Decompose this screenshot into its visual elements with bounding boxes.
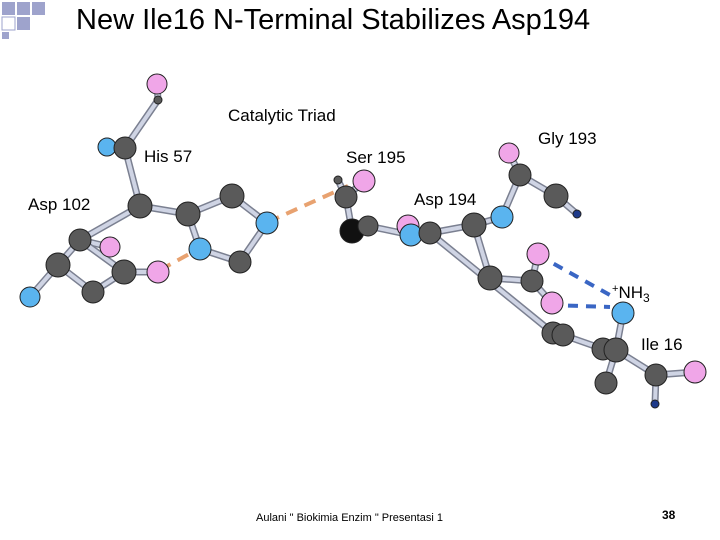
catalytic-triad-label: Catalytic Triad [228,106,336,125]
carbon-atom [544,184,568,208]
carbon-atom [128,194,152,218]
asp102-label: Asp 102 [28,195,91,214]
salt-bridge-hbond [538,255,610,295]
nitrogen-atom [612,302,634,324]
carbon-atom [509,164,531,186]
oxygen-atom [527,243,549,265]
nitrogen-atom [256,212,278,234]
nitrogen-atom [20,287,40,307]
carbon-atom [112,260,136,284]
his57-label: His 57 [144,147,193,166]
oxygen-atom [684,361,706,383]
carbon-atom [595,372,617,394]
nh3-subscript: 3 [643,291,650,305]
gly193-label: Gly 193 [538,129,597,148]
oxygen-atom [353,170,375,192]
nh3-base: NH [618,283,643,302]
atom-layer [20,74,706,408]
oxygen-atom [100,237,120,257]
carbon-atom [419,222,441,244]
carbon-atom [335,186,357,208]
ser195-label: Ser 195 [346,148,406,167]
page-number: 38 [662,508,676,522]
ile16-label: Ile 16 [641,335,683,354]
nh3-charge: + [612,283,619,295]
carbon-atom [229,251,251,273]
carbon-atom [46,253,70,277]
carbon-atom [69,229,91,251]
slide-title: New Ile16 N-Terminal Stabilizes Asp194 [76,4,591,36]
carbon-atom [521,270,543,292]
oxygen-atom [499,143,519,163]
carbon-atom [220,184,244,208]
carbon-atom [552,324,574,346]
terminal-atom [651,400,659,408]
carbon-atom [82,281,104,303]
nitrogen-atom [98,138,116,156]
nitrogen-atom [189,238,211,260]
nh3-label [612,283,650,305]
terminal-atom [573,210,581,218]
carbon-atom [114,137,136,159]
asp194-label: Asp 194 [414,190,477,209]
carbon-atom [358,216,378,236]
oxygen-atom [147,74,167,94]
footer-text: Aulani " Biokimia Enzim " Presentasi 1 [256,512,443,524]
carbon-atom [334,176,342,184]
oxygen-atom [541,292,563,314]
carbon-atom [462,213,486,237]
carbon-atom [176,202,200,226]
oxygen-atom [147,261,169,283]
carbon-atom [645,364,667,386]
nitrogen-atom [491,206,513,228]
carbon-atom [604,338,628,362]
carbon-atom [478,266,502,290]
carbon-atom [154,96,162,104]
